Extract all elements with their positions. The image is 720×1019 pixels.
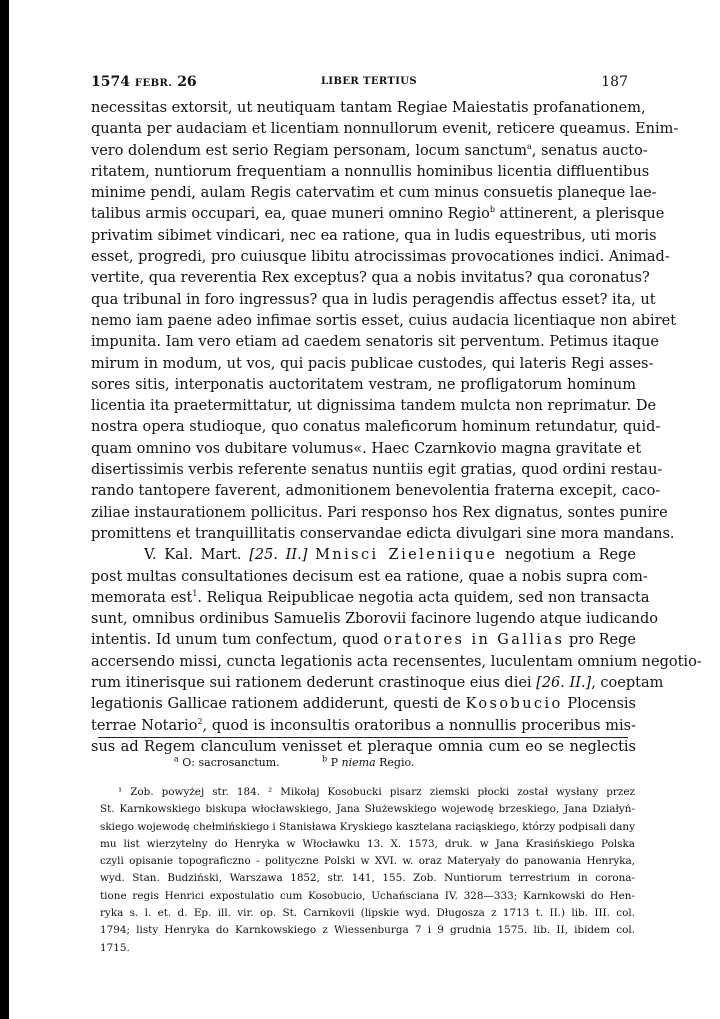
footnote-line: 1715. <box>100 941 130 954</box>
text-line: licentia ita praetermittatur, ut dignissima tandem mulcta non reprimatur. De <box>91 398 657 415</box>
text-line: privatim sibimet vindicari, nec ea ratione, qua in ludis equestribus, uti moris <box>91 227 657 244</box>
text-line: rum itinerisque sui rationem dederunt crastinoque eius diei [26. II.], coeptam <box>91 675 664 692</box>
footnotes <box>100 784 635 957</box>
note-marker-b: b <box>489 205 495 215</box>
scan-edge-border <box>0 0 9 1019</box>
footnote-line: skiego wojewodę chełmińskiego i Stanisława Kryskiego kasztelana raciąskiego, którzy podpisali dany <box>100 820 635 833</box>
footnote-line: 1794; listy Henryka do Karnkowskiego z Wiessenburga 7 i 9 grudnia 1575. lib. II, ibidem col. <box>100 924 635 937</box>
header-month: FEBR. <box>134 78 173 89</box>
text-line: vertite, qua reverentia Rex exceptus? qua a nobis invitatus? qua coronatus? <box>91 270 650 287</box>
main-text <box>91 98 702 758</box>
text-line: sus ad Regem clanculum venisset et pleraque omnia cum eo se neglectis <box>91 738 636 755</box>
footnote-divider <box>98 737 628 738</box>
footnote-marker-1: 1 <box>192 589 198 598</box>
text-line: necessitas extorsit, ut neutiquam tantam Regiae Maiestatis profanationem, <box>91 100 646 116</box>
text-line: promittens et tranquillitatis conservandae edicta divulgari sine mora mandans. <box>91 525 675 542</box>
text-line: ziliae instaurationem pollicitus. Pari responso hos Rex dignatus, sontes punire <box>91 504 668 521</box>
text-line: talibus armis occupari, ea, quae muneri omnino Regio$^b$ attinerent, a plerisque <box>91 205 665 223</box>
text-line: sores sitis, interponatis auctoritatem vestram, ne profligatorum hominum <box>91 376 636 393</box>
text-line: post multas consultationes decisum est ea ratione, quae a nobis supra com- <box>91 568 648 585</box>
footnote-line: ryka s. l. et. d. Ep. ill. vir. op. St. Carnkovii (lipskie wyd. Długosza z 1713 t. II.) lib. III. col. <box>100 907 635 920</box>
date-bracket: [25. II.] <box>249 547 308 564</box>
text-line: nostra opera studioque, quo conatus maleficorum hominum retundatur, quid- <box>91 419 661 436</box>
text-line: impunita. Iam vero etiam ad caedem senatoris sit perventum. Petimus itaque <box>91 334 659 351</box>
footnote-line: wyd. Stan. Budziński, Warszawa 1852, str. 141, 155. Zob. Nuntiorum terrestrium in corona- <box>100 872 635 885</box>
spaced-names: Mnisci Zieleniique <box>315 547 498 564</box>
textual-note-b: $^b$ P niema Regio. <box>322 754 415 769</box>
text-line: accersendo missi, cuncta legationis acta recensentes, luculentam omnium negotio- <box>91 653 702 670</box>
text-line: minime pendi, aulam Regis catervatim et cum minus consuetis planeque lae- <box>91 185 657 202</box>
header-date <box>91 74 197 90</box>
book-title: LIBER TERTIUS <box>321 76 418 87</box>
footnote-line: czyli opisanie topograficzno - polityczne Polski w XVI. w. oraz Materyały do panowania Henryka, <box>100 855 635 868</box>
textual-note-a: $^a$ O: sacrosanctum. <box>174 754 280 769</box>
header-year: 1574 <box>91 74 130 90</box>
footnote-line: ¹ Zob. powyżej str. 184. ² Mikołaj Kosobucki pisarz ziemski płocki został wysłany przez <box>118 786 635 798</box>
text-line: legationis Gallicae rationem addiderunt, questi de Kosobucio Plocensis <box>91 696 637 713</box>
running-header <box>91 70 636 92</box>
text-line: rando tantopere faverent, admonitionem benevolentia fraterna excepit, caco- <box>91 483 661 500</box>
text-line: memorata est$^1$. Reliqua Reipublicae negotia acta quidem, sed non transacta <box>91 589 650 606</box>
text-line: intentis. Id unum tum confectum, quod oratores in Gallias pro Rege <box>91 632 636 649</box>
page-number: 187 <box>601 74 628 90</box>
text-line: terrae Notario$^2$, quod is inconsultis oratoribus a nonnullis proceribus mis- <box>91 716 637 734</box>
date-bracket: [26. II.] <box>536 675 592 692</box>
text-line: nemo iam paene adeo infimae sortis esset, cuius audacia licentiaque non abiret <box>91 312 677 329</box>
footnote-line: mu list wierzytelny do Henryka w Włocławku 13. X. 1573, druk. w Jana Krasińskiego Polska <box>100 837 635 850</box>
text-line: quanta per audaciam et licentiam nonnullorum evenit, reticere queamus. Enim- <box>91 121 679 138</box>
text-line: disertissimis verbis referente senatus nuntiis egit gratias, quod ordini restau- <box>91 462 663 479</box>
text-line: sunt, omnibus ordinibus Samuelis Zborovii facinore lugendo atque iudicando <box>91 611 658 628</box>
note-marker-a: a <box>526 141 532 151</box>
text-line: esset, progredi, pro cuiusque libitu atrocissimas provocationes indici. Animad- <box>91 249 670 266</box>
header-day: 26 <box>177 74 197 90</box>
spaced-kosobucio: Kosobucio <box>465 696 563 713</box>
footnote-line: St. Karnkowskiego biskupa włocławskiego, Jana Służewskiego wojewodę brzeskiego, Jana Działyń- <box>100 803 635 816</box>
footnote-marker-2: 2 <box>197 716 203 726</box>
text-line: vero dolendum est serio Regiam personam, locum sanctum$^a$, senatus aucto- <box>91 141 648 159</box>
spaced-oratores: oratores in Gallias <box>383 632 565 649</box>
text-line: mirum in modum, ut vos, qui pacis publicae custodes, qui lateris Regi asses- <box>91 355 654 372</box>
text-line: qua tribunal in foro ingressus? qua in ludis peragendis affectus esset? ita, ut <box>91 291 656 308</box>
text-line: quam omnino vos dubitare volumus«. Haec Czarnkovio magna gravitate et <box>91 440 642 457</box>
footnote-line: tione regis Henrici expostulatio cum Kosobucio, Uchańsciana IV. 328—333; Karnkowski do Hen- <box>100 889 635 902</box>
text-line: V. Kal. Mart. [25. II.] Mnisci Zieleniique negotium a Rege <box>144 547 636 564</box>
text-line: ritatem, nuntiorum frequentiam a nonnullis hominibus licentia diffluentibus <box>91 163 650 180</box>
